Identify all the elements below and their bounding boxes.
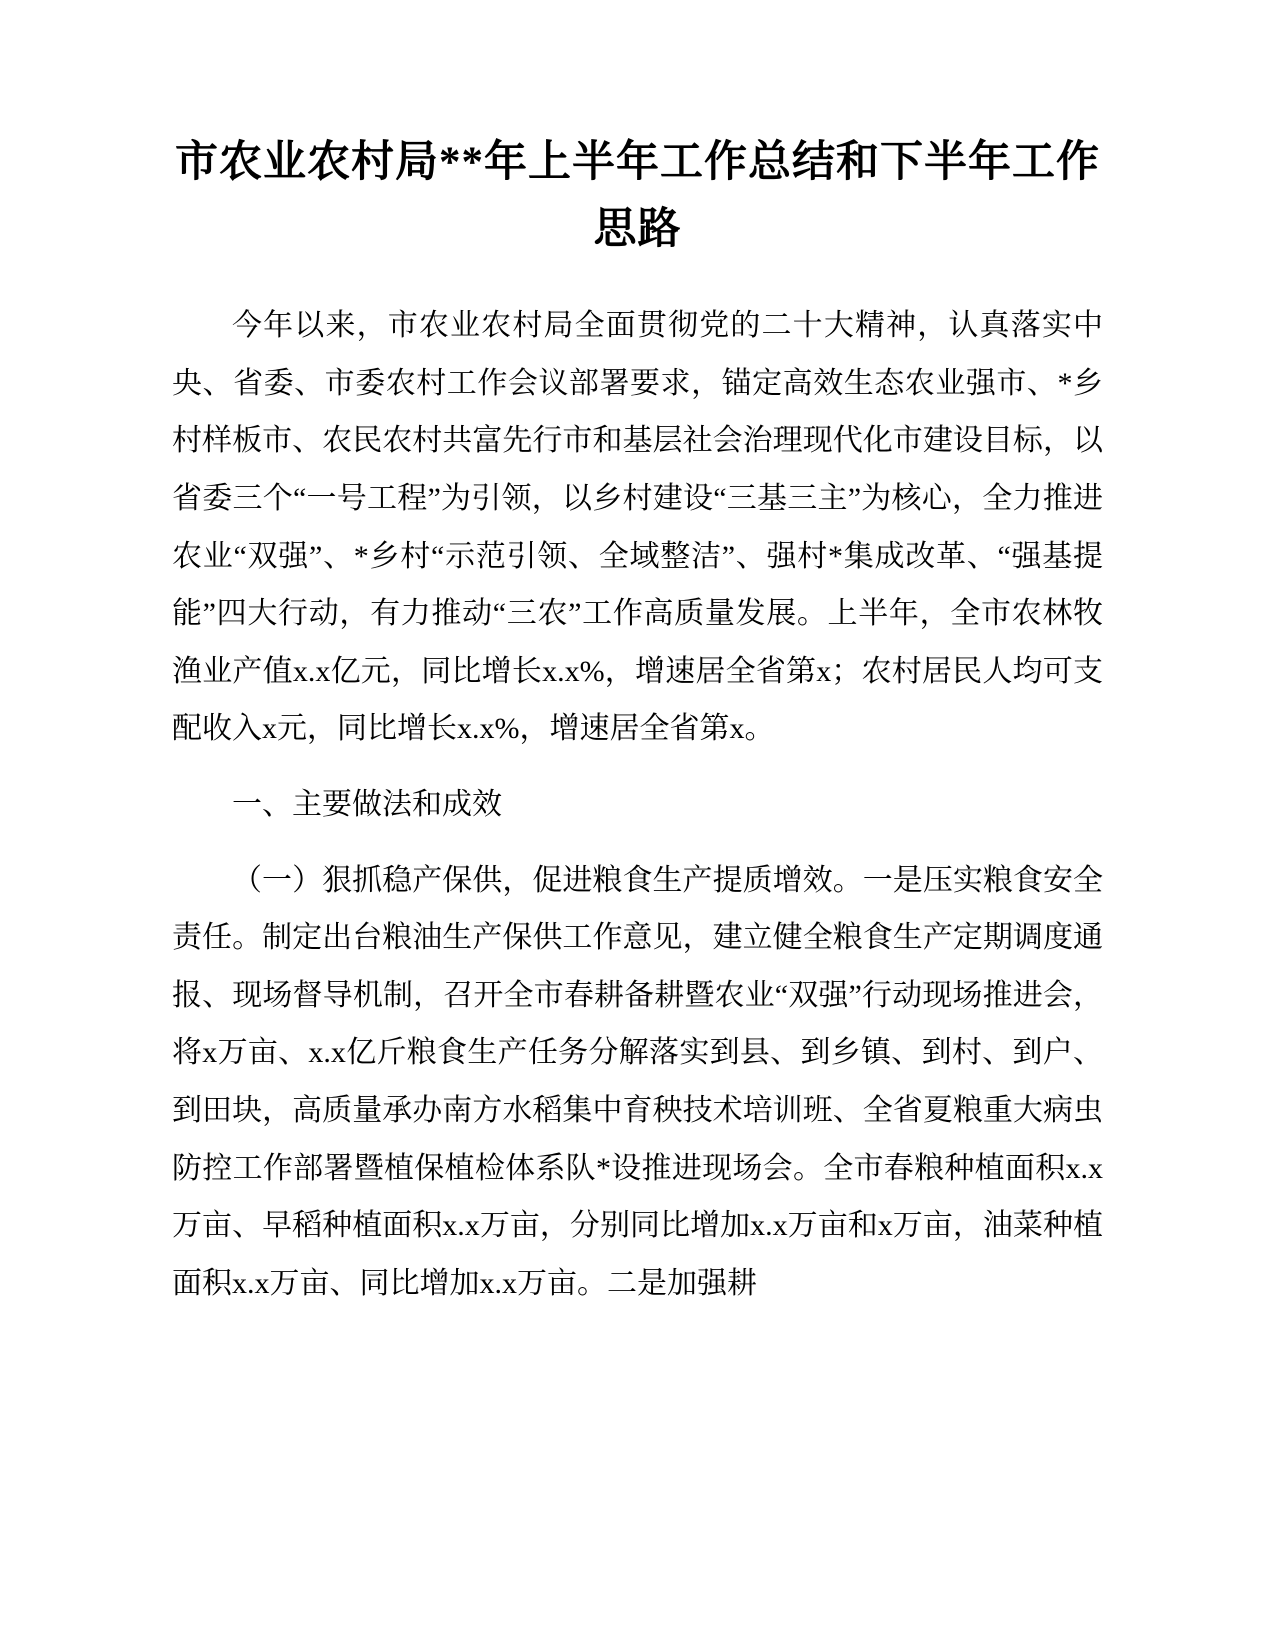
- paragraph-intro: 今年以来，市农业农村局全面贯彻党的二十大精神，认真落实中央、省委、市委农村工作会议部署要求，锚定高效生态农业强市、*乡村样板市、农民农村共富先行市和基层社会治理现代化市建设目标，以省委三个“一号工程”为引领，以乡村建设“三基三主”为核心，全力推进农业“双强”、*乡村“示范引领、全域整洁”、强村*集成改革、“强基提能”四大行动，有力推动“三农”工作高质量发展。上半年，全市农林牧渔业产值x.x亿元，同比增长x.x%，增速居全省第x；农村居民人均可支配收入x元，同比增长x.x%，增速居全省第x。: [172, 309, 1103, 746]
- section-heading-main-practices: 一、主要做法和成效: [232, 788, 502, 822]
- document-title: 市农业农村局**年上半年工作总结和下半年工作思路: [175, 139, 1100, 253]
- paragraph-grain-production: （一）狠抓稳产保供，促进粮食生产提质增效。一是压实粮食安全责任。制定出台粮油生产保供工作意见，建立健全粮食生产定期调度通报、现场督导机制，召开全市春耕备耕暨农业“双强”行动现场推进会，将x万亩、x.x亿斤粮食生产任务分解落实到县、到乡镇、到村、到户、到田块，高质量承办南方水稻集中育秧技术培训班、全省夏粮重大病虫防控工作部署暨植保植检体系队*设推进现场会。全市春粮种植面积x.x万亩、早稻种植面积x.x万亩，分别同比增加x.x万亩和x万亩，油菜种植面积x.x万亩、同比增加x.x万亩。二是加强耕: [172, 863, 1103, 1300]
